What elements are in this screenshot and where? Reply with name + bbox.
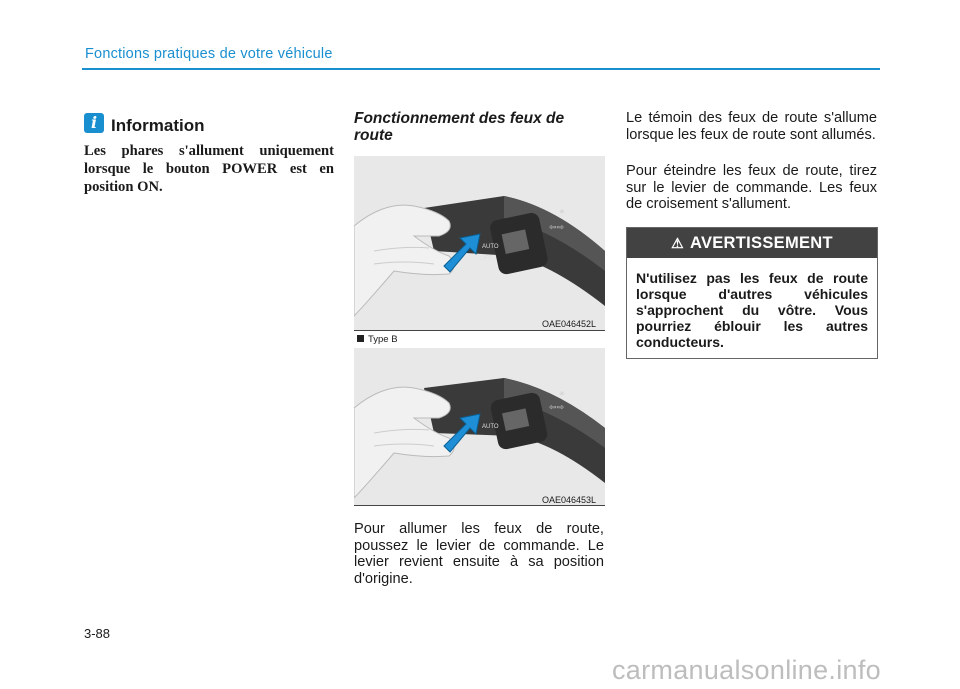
- knob-label-auto: AUTO: [482, 244, 499, 250]
- figure-b-rule: [354, 505, 605, 506]
- warning-text: N'utilisez pas les feux de route lorsque d'autres véhicules s'approchent du vôtre. Vous pourriez éblouir les autres conducteurs.: [636, 270, 868, 350]
- svg-text:⇦⇨: ⇦⇨: [549, 223, 565, 233]
- section-title: Fonctionnement des feux de route: [354, 110, 565, 144]
- svg-text:⇦⇨: ⇦⇨: [549, 403, 565, 413]
- figure-b-code: OAE046453L: [542, 495, 597, 505]
- watermark: carmanualsonline.info: [612, 655, 881, 685]
- paragraph-turn-off: Pour éteindre les feux de route, tirez sur le levier de commande. Les feux de croisement s'allument.: [626, 163, 877, 212]
- warning-box: [626, 227, 878, 359]
- paragraph-indicator: Le témoin des feux de route s'allume lorsque les feux de route sont allumés.: [626, 110, 877, 143]
- figure-a-code: OAE046452L: [542, 319, 597, 329]
- info-icon: i: [84, 113, 104, 133]
- figure-a-image: [354, 156, 605, 330]
- figure-b-label: Type B: [357, 334, 398, 345]
- knob-label-off: OFF: [480, 256, 492, 262]
- svg-text:✳: ✳: [559, 390, 565, 398]
- info-text: Les phares s'allument uniquement lorsque le bouton POWER est en position ON.: [84, 143, 334, 195]
- warning-triangle-icon: ⚠: [671, 235, 684, 251]
- page-number: 3-88: [84, 626, 111, 641]
- svg-text:✳: ✳: [559, 208, 565, 216]
- bullet-square-icon: [357, 335, 364, 342]
- warning-header: ⚠ AVERTISSEMENT: [627, 228, 877, 258]
- figure-a-rule: [354, 330, 605, 331]
- paragraph-push-lever: Pour allumer les feux de route, poussez le levier de commande. Le levier revient ensuite à sa position d'origine.: [354, 521, 604, 587]
- knob-label-auto: AUTO: [482, 424, 499, 430]
- section-header-title: Fonctions pratiques de votre véhicule: [85, 46, 333, 62]
- header-rule: [82, 68, 880, 70]
- info-title: Information: [111, 116, 205, 135]
- figure-b-image: [354, 348, 605, 505]
